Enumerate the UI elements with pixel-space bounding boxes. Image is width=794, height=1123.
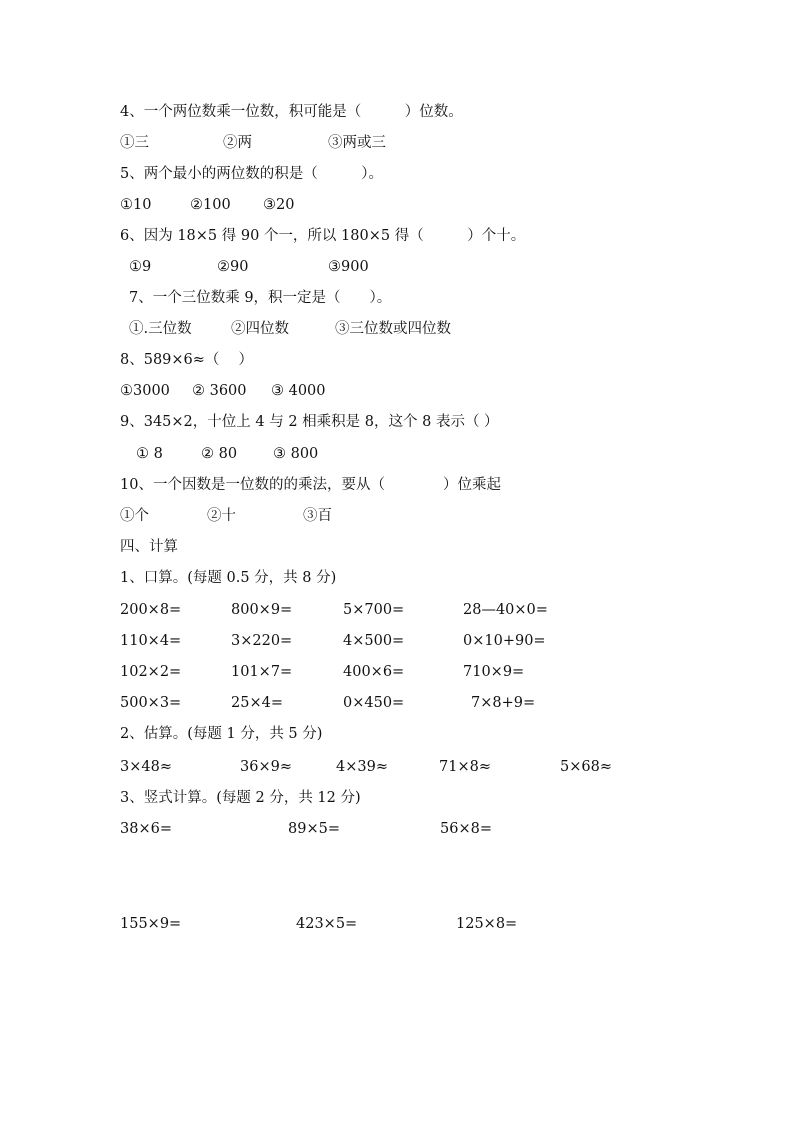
oral-calc-item: 25×4= [231, 695, 283, 711]
q7-option-3: ③三位数或四位数 [335, 321, 451, 337]
vertical-calc-title: 3、竖式计算。(每题 2 分，共 12 分) [120, 790, 361, 806]
oral-calc-item: 500×3= [120, 695, 182, 711]
oral-calc-item: 102×2= [120, 664, 182, 680]
oral-calc-item: 7×8+9= [471, 695, 536, 711]
estimate-item: 71×8≈ [439, 759, 491, 775]
q9-option-2: ② 80 [201, 446, 238, 462]
estimate-item: 4×39≈ [336, 759, 388, 775]
q8-stem: 8、589×6≈（ ） [120, 352, 254, 368]
estimate-item: 36×9≈ [240, 759, 292, 775]
q10-stem: 10、一个因数是一位数的的乘法，要从（ ）位乘起 [120, 477, 501, 493]
estimate-item: 5×68≈ [560, 759, 612, 775]
estimate-item: 3×48≈ [120, 759, 172, 775]
vertical-calc-item: 56×8= [440, 821, 492, 837]
q6-option-3: ③900 [328, 259, 369, 275]
q5-stem: 5、两个最小的两位数的积是（ ）。 [120, 166, 383, 182]
q4-option-3: ③两或三 [328, 135, 386, 151]
q4-option-1: ①三 [120, 135, 149, 151]
q5-option-2: ②100 [190, 197, 231, 213]
estimate-title: 2、估算。(每题 1 分，共 5 分) [120, 726, 323, 742]
oral-calc-item: 5×700= [343, 602, 405, 618]
section-title: 四、计算 [120, 539, 178, 555]
vertical-calc-item: 155×9= [120, 916, 182, 932]
q8-option-3: ③ 4000 [271, 383, 326, 399]
oral-calc-item: 28—40×0= [463, 602, 548, 618]
q7-option-1: ①.三位数 [129, 321, 192, 337]
vertical-calc-item: 38×6= [120, 821, 172, 837]
oral-calc-item: 800×9= [231, 602, 293, 618]
q6-option-1: ①9 [129, 259, 152, 275]
q10-option-2: ②十 [207, 508, 236, 524]
oral-calc-item: 0×450= [343, 695, 405, 711]
oral-calc-item: 101×7= [231, 664, 293, 680]
oral-calc-item: 110×4= [120, 633, 182, 649]
oral-calc-item: 200×8= [120, 602, 182, 618]
q10-option-3: ③百 [303, 508, 332, 524]
q8-option-2: ② 3600 [192, 383, 247, 399]
q8-option-1: ①3000 [120, 383, 170, 399]
vertical-calc-item: 125×8= [456, 916, 518, 932]
q7-option-2: ②四位数 [231, 321, 289, 337]
q6-stem: 6、因为 18×5 得 90 个一，所以 180×5 得（ ）个十。 [120, 228, 526, 244]
q6-option-2: ②90 [217, 259, 249, 275]
oral-calc-item: 710×9= [463, 664, 525, 680]
q9-option-1: ① 8 [136, 446, 163, 462]
vertical-calc-item: 89×5= [288, 821, 340, 837]
q4-option-2: ②两 [223, 135, 252, 151]
oral-calc-title: 1、口算。(每题 0.5 分，共 8 分) [120, 570, 337, 586]
q4-stem: 4、一个两位数乘一位数，积可能是（ ）位数。 [120, 104, 463, 120]
q7-stem: 7、一个三位数乘 9，积一定是（ ）。 [129, 290, 392, 306]
oral-calc-item: 400×6= [343, 664, 405, 680]
oral-calc-item: 4×500= [343, 633, 405, 649]
q5-option-3: ③20 [263, 197, 295, 213]
vertical-calc-item: 423×5= [296, 916, 358, 932]
q10-option-1: ①个 [120, 508, 149, 524]
oral-calc-item: 0×10+90= [463, 633, 546, 649]
q9-option-3: ③ 800 [273, 446, 319, 462]
q5-option-1: ①10 [120, 197, 152, 213]
q9-stem: 9、345×2，十位上 4 与 2 相乘积是 8，这个 8 表示（ ） [120, 414, 499, 430]
oral-calc-item: 3×220= [231, 633, 293, 649]
